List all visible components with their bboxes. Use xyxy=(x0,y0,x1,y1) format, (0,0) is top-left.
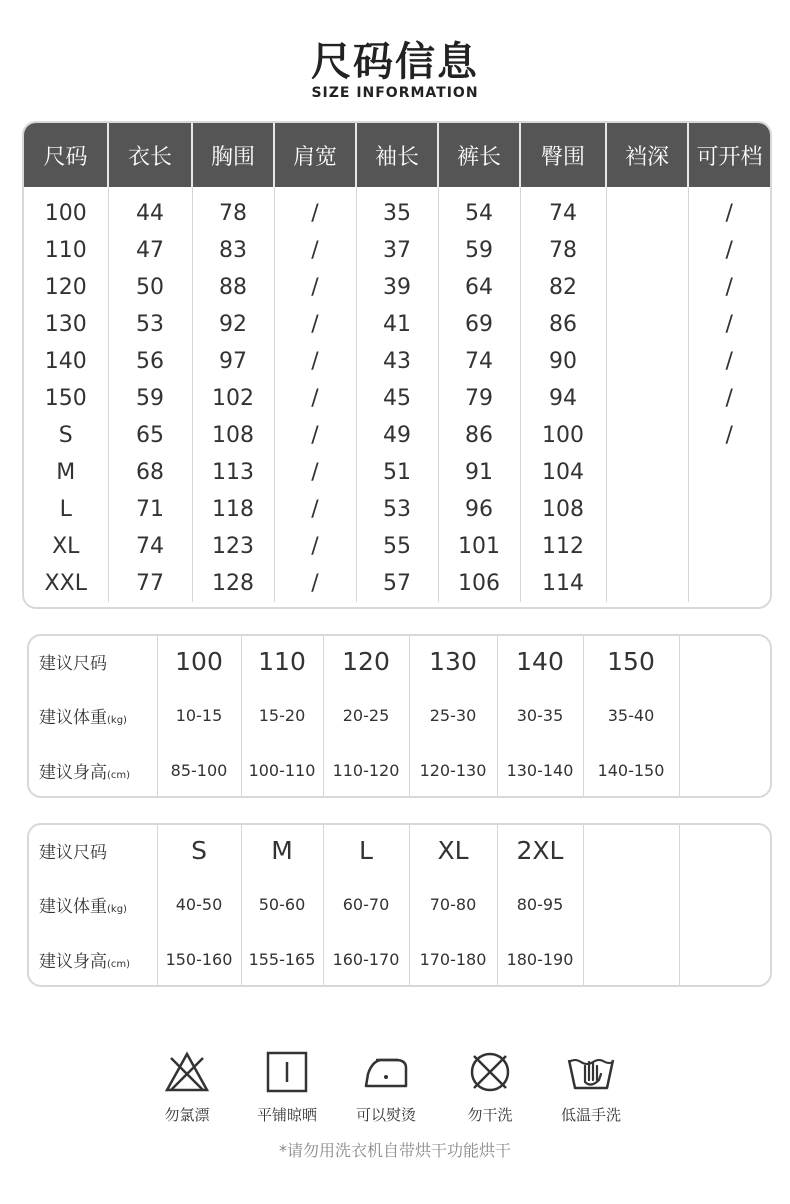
table-cell: 86 xyxy=(520,306,606,343)
table-cell: 74 xyxy=(438,343,520,380)
height-value: 155-165 xyxy=(241,933,323,985)
table-cell xyxy=(606,454,688,491)
table-cell xyxy=(688,491,770,528)
height-value: 160-170 xyxy=(323,933,409,985)
table-cell: 100 xyxy=(520,417,606,454)
weight-value xyxy=(679,875,770,933)
table-row xyxy=(24,565,770,602)
table-cell: 53 xyxy=(108,306,192,343)
weight-value: 10-15 xyxy=(157,686,241,744)
table-cell xyxy=(606,232,688,269)
hand-wash-icon xyxy=(565,1050,617,1094)
header-cell: 胸围 xyxy=(192,123,274,187)
table-cell: 130 xyxy=(24,306,108,343)
care-label: 平铺晾晒 xyxy=(256,1106,317,1124)
table-cell: / xyxy=(274,417,356,454)
no-bleach-icon xyxy=(163,1050,211,1094)
size-value: 110 xyxy=(241,636,323,686)
care-label: 勿氯漂 xyxy=(164,1106,210,1124)
table-cell: XL xyxy=(24,528,108,565)
size-value: 150 xyxy=(583,636,679,686)
table-cell: 112 xyxy=(520,528,606,565)
size-value: M xyxy=(241,825,323,875)
table-cell: 56 xyxy=(108,343,192,380)
kids-recommend-card xyxy=(27,634,772,798)
table-cell: 43 xyxy=(356,343,438,380)
table-cell: / xyxy=(274,306,356,343)
table-cell: 90 xyxy=(520,343,606,380)
care-item-hand-wash xyxy=(541,1050,641,1125)
header-cell: 肩宽 xyxy=(274,123,356,187)
iron-icon xyxy=(360,1050,412,1094)
table-cell: / xyxy=(274,187,356,232)
care-label: 低温手洗 xyxy=(560,1106,621,1124)
table-cell: 128 xyxy=(192,565,274,602)
table-cell: 83 xyxy=(192,232,274,269)
table-cell: 78 xyxy=(520,232,606,269)
table-cell: 37 xyxy=(356,232,438,269)
table-row xyxy=(24,380,770,417)
weight-value: 80-95 xyxy=(497,875,583,933)
table-cell xyxy=(606,417,688,454)
table-cell: 92 xyxy=(192,306,274,343)
table-cell: 88 xyxy=(192,269,274,306)
table-cell: 41 xyxy=(356,306,438,343)
table-cell xyxy=(606,187,688,232)
table-cell: 68 xyxy=(108,454,192,491)
table-cell: / xyxy=(725,423,733,448)
table-cell: / xyxy=(274,528,356,565)
table-cell: 101 xyxy=(438,528,520,565)
header-cell: 裤长 xyxy=(438,123,520,187)
table-cell: 74 xyxy=(108,528,192,565)
table-cell: 50 xyxy=(108,269,192,306)
table-cell: 94 xyxy=(520,380,606,417)
height-label: 建议身高(cm) xyxy=(29,744,157,796)
care-label: 勿干洗 xyxy=(467,1106,513,1124)
size-value: 100 xyxy=(157,636,241,686)
care-item-no-bleach xyxy=(137,1050,237,1125)
weight-value xyxy=(583,875,679,933)
table-cell: 45 xyxy=(356,380,438,417)
table-cell: / xyxy=(274,343,356,380)
table-row xyxy=(24,232,770,269)
weight-value: 70-80 xyxy=(409,875,497,933)
table-cell xyxy=(606,269,688,306)
table-cell: 59 xyxy=(438,232,520,269)
table-row xyxy=(24,187,770,232)
height-value: 130-140 xyxy=(497,744,583,796)
table-cell: 106 xyxy=(438,565,520,602)
table-cell: 77 xyxy=(108,565,192,602)
size-value: 140 xyxy=(497,636,583,686)
table-cell xyxy=(606,306,688,343)
table-cell: 39 xyxy=(356,269,438,306)
table-cell: 49 xyxy=(356,417,438,454)
table-cell: 51 xyxy=(356,454,438,491)
table-cell: 55 xyxy=(356,528,438,565)
table-cell: 120 xyxy=(24,269,108,306)
table-cell xyxy=(606,380,688,417)
table-row xyxy=(24,417,770,454)
table-cell: / xyxy=(725,201,733,226)
table-cell: 108 xyxy=(192,417,274,454)
height-value: 100-110 xyxy=(241,744,323,796)
height-value: 120-130 xyxy=(409,744,497,796)
table-cell: / xyxy=(274,269,356,306)
adult-recommend-table xyxy=(29,825,770,985)
table-cell: 78 xyxy=(192,187,274,232)
height-value xyxy=(679,933,770,985)
weight-value: 50-60 xyxy=(241,875,323,933)
height-value xyxy=(679,744,770,796)
table-cell: / xyxy=(274,232,356,269)
care-item-iron xyxy=(336,1050,436,1125)
table-cell: / xyxy=(274,380,356,417)
height-value xyxy=(583,933,679,985)
table-cell: 140 xyxy=(24,343,108,380)
header-cell: 臀围 xyxy=(520,123,606,187)
size-table-body xyxy=(24,187,770,602)
table-cell xyxy=(606,565,688,602)
table-cell: 64 xyxy=(438,269,520,306)
header-cell: 袖长 xyxy=(356,123,438,187)
weight-value: 15-20 xyxy=(241,686,323,744)
header-cell: 尺码 xyxy=(24,123,108,187)
header-cell: 裆深 xyxy=(606,123,688,187)
table-cell: 86 xyxy=(438,417,520,454)
care-footnote: *请勿用洗衣机自带烘干功能烘干 xyxy=(278,1141,511,1160)
weight-value: 20-25 xyxy=(323,686,409,744)
table-cell: 57 xyxy=(356,565,438,602)
height-value: 180-190 xyxy=(497,933,583,985)
table-row xyxy=(24,343,770,380)
table-cell: 123 xyxy=(192,528,274,565)
table-cell xyxy=(688,528,770,565)
size-value xyxy=(679,636,770,686)
table-cell: / xyxy=(725,386,733,411)
height-value: 110-120 xyxy=(323,744,409,796)
table-cell: 74 xyxy=(520,187,606,232)
size-label: 建议尺码 xyxy=(29,636,157,686)
table-cell: XXL xyxy=(24,565,108,602)
weight-label: 建议体重(kg) xyxy=(29,686,157,744)
size-label: 建议尺码 xyxy=(29,825,157,875)
table-cell: 150 xyxy=(24,380,108,417)
weight-label: 建议体重(kg) xyxy=(29,875,157,933)
table-cell: 104 xyxy=(520,454,606,491)
table-cell: 96 xyxy=(438,491,520,528)
weight-value: 60-70 xyxy=(323,875,409,933)
table-cell: 100 xyxy=(24,187,108,232)
table-cell xyxy=(688,454,770,491)
size-table-card xyxy=(22,121,772,609)
table-cell: 118 xyxy=(192,491,274,528)
header-cell: 衣长 xyxy=(108,123,192,187)
table-cell: 44 xyxy=(108,187,192,232)
table-cell: 65 xyxy=(108,417,192,454)
table-row xyxy=(24,528,770,565)
table-cell: 79 xyxy=(438,380,520,417)
table-cell: 91 xyxy=(438,454,520,491)
weight-value: 30-35 xyxy=(497,686,583,744)
table-cell: / xyxy=(274,491,356,528)
size-value: L xyxy=(323,825,409,875)
table-row xyxy=(24,269,770,306)
care-label: 可以熨烫 xyxy=(355,1106,416,1124)
table-cell: 114 xyxy=(520,565,606,602)
table-cell xyxy=(688,565,770,602)
height-value: 150-160 xyxy=(157,933,241,985)
table-cell: L xyxy=(24,491,108,528)
height-label: 建议身高(cm) xyxy=(29,933,157,985)
table-cell: 35 xyxy=(356,187,438,232)
care-item-dry-flat xyxy=(237,1050,337,1125)
table-row xyxy=(24,306,770,343)
size-value: 130 xyxy=(409,636,497,686)
dry-flat-icon xyxy=(263,1050,311,1094)
size-value xyxy=(679,825,770,875)
table-cell: / xyxy=(725,275,733,300)
table-cell xyxy=(606,528,688,565)
table-cell: 47 xyxy=(108,232,192,269)
table-cell: 59 xyxy=(108,380,192,417)
size-value: S xyxy=(157,825,241,875)
care-item-no-dry-clean xyxy=(440,1050,540,1125)
no-dry-clean-icon xyxy=(466,1050,514,1094)
size-value: 120 xyxy=(323,636,409,686)
weight-value: 35-40 xyxy=(583,686,679,744)
height-value: 140-150 xyxy=(583,744,679,796)
table-cell: 113 xyxy=(192,454,274,491)
size-table-header xyxy=(24,123,770,187)
table-cell: 54 xyxy=(438,187,520,232)
table-cell: 108 xyxy=(520,491,606,528)
table-cell: / xyxy=(725,238,733,263)
size-table xyxy=(24,123,770,602)
table-cell: / xyxy=(274,565,356,602)
page-title: 尺码信息 xyxy=(311,39,479,85)
table-cell: 102 xyxy=(192,380,274,417)
table-cell: 110 xyxy=(24,232,108,269)
header-cell: 可开档 xyxy=(688,123,770,187)
table-row xyxy=(24,491,770,528)
size-value: XL xyxy=(409,825,497,875)
table-cell: / xyxy=(274,454,356,491)
height-value: 85-100 xyxy=(157,744,241,796)
height-value: 170-180 xyxy=(409,933,497,985)
weight-value xyxy=(679,686,770,744)
size-value xyxy=(583,825,679,875)
table-cell: 69 xyxy=(438,306,520,343)
page-subtitle: SIZE INFORMATION xyxy=(311,85,479,101)
table-cell: / xyxy=(725,312,733,337)
table-cell: 71 xyxy=(108,491,192,528)
kids-recommend-table xyxy=(29,636,770,796)
weight-value: 25-30 xyxy=(409,686,497,744)
table-cell: 82 xyxy=(520,269,606,306)
table-cell: / xyxy=(725,349,733,374)
weight-value: 40-50 xyxy=(157,875,241,933)
table-cell xyxy=(606,491,688,528)
table-row xyxy=(24,454,770,491)
table-cell xyxy=(606,343,688,380)
adult-recommend-card xyxy=(27,823,772,987)
table-cell: 53 xyxy=(356,491,438,528)
table-cell: 97 xyxy=(192,343,274,380)
size-value: 2XL xyxy=(497,825,583,875)
table-cell: M xyxy=(24,454,108,491)
table-cell: S xyxy=(24,417,108,454)
